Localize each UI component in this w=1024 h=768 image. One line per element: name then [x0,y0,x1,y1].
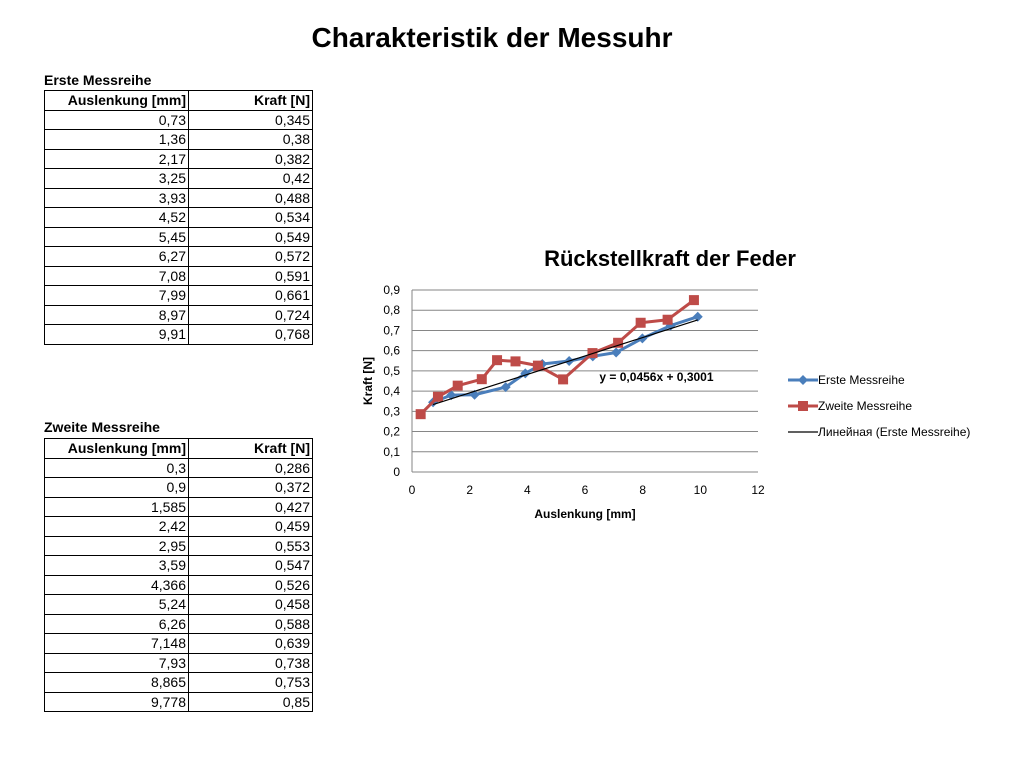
data-point-series-2 [663,315,673,325]
x-tick-label: 10 [693,483,708,497]
table-row [45,653,313,673]
chart-title: Rückstellkraft der Feder [544,246,796,271]
table-row [45,497,313,517]
table-row [45,286,313,306]
cell-auslenkung: 9,778 [45,692,189,712]
cell-kraft: 0,572 [189,247,313,267]
cell-auslenkung: 6,27 [45,247,189,267]
cell-auslenkung: 0,3 [45,458,189,478]
cell-kraft: 0,724 [189,305,313,325]
table-row [45,595,313,615]
y-tick-label: 0,5 [383,363,400,378]
data-point-series-2 [558,374,568,384]
cell-auslenkung: 5,45 [45,227,189,247]
table-row [45,247,313,267]
y-tick-label: 0,6 [383,343,400,358]
header-kraft: Kraft [N] [189,91,313,111]
cell-kraft: 0,85 [189,692,313,712]
y-tick-label: 0,8 [383,303,400,318]
cell-kraft: 0,286 [189,458,313,478]
table-row [45,673,313,693]
table-row [45,188,313,208]
data-point-series-2 [689,295,699,305]
cell-kraft: 0,661 [189,286,313,306]
cell-auslenkung: 0,9 [45,478,189,498]
table-row [45,266,313,286]
trendline-equation: y = 0,0456x + 0,3001 [599,370,714,384]
cell-auslenkung: 6,26 [45,614,189,634]
cell-kraft: 0,639 [189,634,313,654]
table-row [45,614,313,634]
cell-auslenkung: 0,73 [45,110,189,130]
x-tick-label: 0 [408,483,416,497]
cell-kraft: 0,768 [189,325,313,345]
cell-auslenkung: 2,17 [45,149,189,169]
legend-marker-2 [798,401,808,411]
cell-kraft: 0,458 [189,595,313,615]
trendline [433,320,698,405]
cell-kraft: 0,753 [189,673,313,693]
legend-label: Zweite Messreihe [818,399,913,413]
table-row [45,110,313,130]
cell-kraft: 0,427 [189,497,313,517]
table-1-title: Erste Messreihe [44,72,152,88]
x-tick-label: 4 [523,483,531,497]
table-row [45,517,313,537]
y-tick-label: 0,3 [383,404,400,419]
x-tick-label: 8 [639,483,647,497]
table-row [45,575,313,595]
legend-label: Erste Messreihe [818,373,905,387]
cell-auslenkung: 3,59 [45,556,189,576]
cell-auslenkung: 4,366 [45,575,189,595]
table-row [45,458,313,478]
y-tick-label: 0,1 [383,444,400,459]
table-row [45,169,313,189]
data-point-series-2 [433,392,443,402]
data-point-series-2 [416,409,426,419]
cell-kraft: 0,588 [189,614,313,634]
table-row [45,305,313,325]
y-tick-label: 0,9 [383,283,400,297]
header-auslenkung: Auslenkung [mm] [45,439,189,459]
series-line-2 [421,300,694,414]
table-row [45,227,313,247]
page-title: Charakteristik der Messuhr [311,22,673,53]
table-row [45,634,313,654]
cell-kraft: 0,591 [189,266,313,286]
cell-auslenkung: 3,93 [45,188,189,208]
x-tick-label: 2 [466,483,474,497]
cell-auslenkung: 7,99 [45,286,189,306]
chart-rueckstellkraft [350,236,1010,536]
y-axis-label: Kraft [N] [361,357,375,405]
table-row [45,692,313,712]
cell-kraft: 0,488 [189,188,313,208]
table-header-row [45,91,313,111]
table-header-row [45,439,313,459]
table-row [45,130,313,150]
cell-auslenkung: 2,42 [45,517,189,537]
data-point-series-2 [453,381,463,391]
cell-auslenkung: 8,97 [45,305,189,325]
table-row [45,556,313,576]
cell-auslenkung: 9,91 [45,325,189,345]
y-tick-label: 0 [393,465,400,479]
table-zweite-messreihe [44,438,313,712]
cell-auslenkung: 3,25 [45,169,189,189]
legend-marker-1 [798,375,808,385]
cell-auslenkung: 5,24 [45,595,189,615]
cell-kraft: 0,345 [189,110,313,130]
y-tick-label: 0,7 [383,323,400,338]
cell-kraft: 0,547 [189,556,313,576]
x-tick-label: 12 [751,483,765,497]
cell-auslenkung: 7,93 [45,653,189,673]
table-row [45,149,313,169]
data-point-series-2 [511,356,521,366]
y-tick-label: 0,2 [383,424,400,439]
cell-auslenkung: 7,08 [45,266,189,286]
table-2-title: Zweite Messreihe [44,419,160,435]
header-auslenkung: Auslenkung [mm] [45,91,189,111]
y-tick-label: 0,4 [383,384,400,399]
table-row [45,208,313,228]
cell-kraft: 0,549 [189,227,313,247]
data-point-series-2 [636,318,646,328]
header-kraft: Kraft [N] [189,439,313,459]
cell-auslenkung: 2,95 [45,536,189,556]
cell-auslenkung: 8,865 [45,673,189,693]
cell-kraft: 0,382 [189,149,313,169]
cell-kraft: 0,534 [189,208,313,228]
cell-kraft: 0,553 [189,536,313,556]
x-axis-label: Auslenkung [mm] [534,507,636,521]
table-row [45,536,313,556]
cell-kraft: 0,38 [189,130,313,150]
cell-auslenkung: 1,585 [45,497,189,517]
cell-kraft: 0,738 [189,653,313,673]
table-row [45,325,313,345]
table-row [45,478,313,498]
series-line-1 [433,317,698,403]
x-tick-label: 6 [581,483,589,497]
cell-auslenkung: 7,148 [45,634,189,654]
table-erste-messreihe [44,90,313,345]
cell-kraft: 0,526 [189,575,313,595]
cell-kraft: 0,42 [189,169,313,189]
data-point-series-2 [533,361,543,371]
data-point-series-2 [492,355,502,365]
data-point-series-2 [477,374,487,384]
cell-auslenkung: 4,52 [45,208,189,228]
legend-label: Линейная (Erste Messreihe) [818,425,971,439]
cell-auslenkung: 1,36 [45,130,189,150]
cell-kraft: 0,372 [189,478,313,498]
cell-kraft: 0,459 [189,517,313,537]
